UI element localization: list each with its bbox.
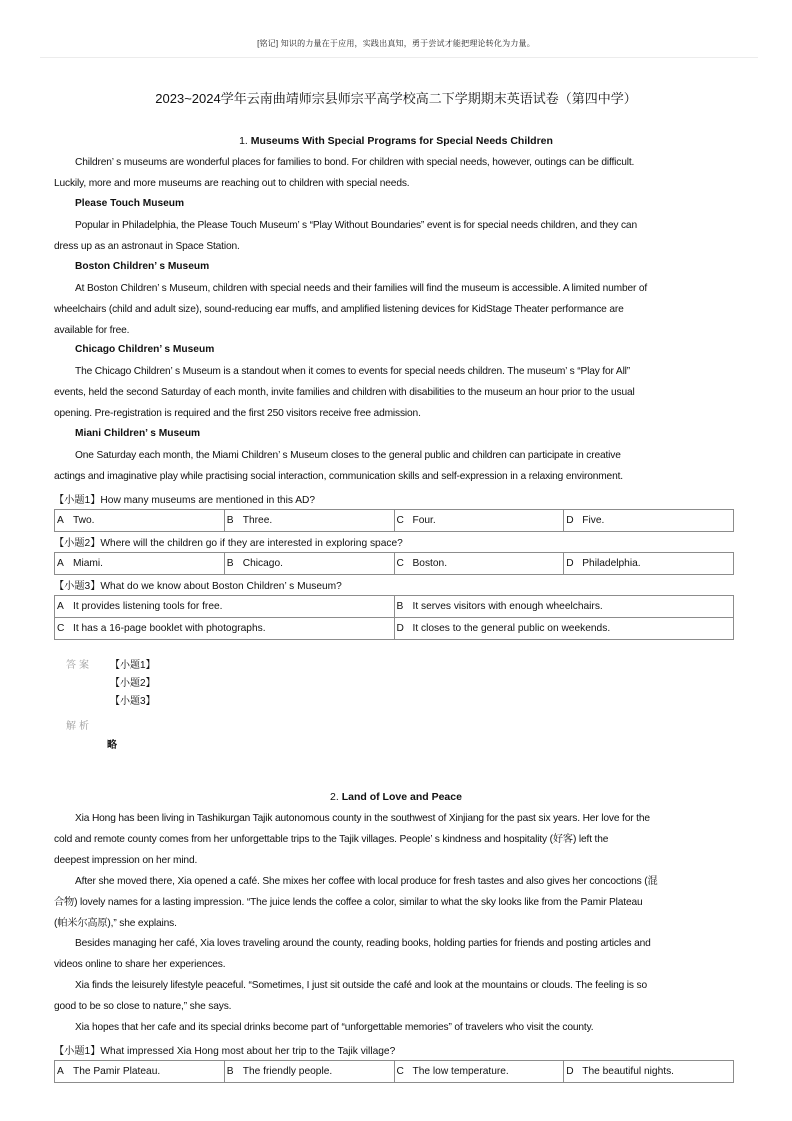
paragraph-line: Besides managing her café, Xia loves traveling around the county, reading books, holding parties for friends and posting articles and <box>75 938 651 949</box>
question-s2-1 <box>54 1042 395 1057</box>
question-text: Where will the children go if they are interested in exploring space? <box>100 538 403 549</box>
option-c[interactable]: C Boston. <box>394 553 564 575</box>
section-title: Land of Love and Peace <box>341 791 462 803</box>
subheading-boston: Boston Children’ s Museum <box>75 261 210 272</box>
paragraph-line: available for free. <box>54 325 130 336</box>
option-a[interactable]: A It provides listening tools for free. <box>55 596 395 618</box>
question-3 <box>54 577 342 592</box>
paragraph-line: (帕米尔高原),” she explains. <box>54 918 177 929</box>
option-c[interactable]: C Four. <box>394 510 564 532</box>
options-table-q3 <box>54 595 734 640</box>
paragraph-line: 合物) lovely names for a lasting impression. “The juice lends the coffee a color, similar to what the sky looks like from the Pamir Plateau <box>54 897 643 908</box>
paragraph-line: good to be so close to nature,” she says. <box>54 1001 232 1012</box>
question-tag: 【小题3】 <box>54 581 101 592</box>
section-1-heading <box>0 135 792 147</box>
answer-item-3: 【小题3】 <box>110 696 156 707</box>
option-a[interactable]: A Miami. <box>55 553 225 575</box>
intro-line-1: Children’ s museums are wonderful places for families to bond. For children with special needs, however, outings can be difficult. <box>75 157 635 168</box>
question-tag: 【小题1】 <box>54 495 101 506</box>
section-2-heading <box>0 791 792 803</box>
subheading-chicago: Chicago Children’ s Museum <box>75 344 215 355</box>
paragraph-line: videos online to share her experiences. <box>54 959 226 970</box>
paragraph-line: deepest impression on her mind. <box>54 855 198 866</box>
answer-label: 答案 <box>66 660 92 671</box>
question-1 <box>54 491 315 506</box>
paragraph-line: opening. Pre-registration is required and the first 250 visitors receive free admission. <box>54 408 421 419</box>
header-motto: [铭记] 知识的力量在于应用，实践出真知，勇于尝试才能把理论转化为力量。 <box>257 39 535 48</box>
option-c[interactable]: C It has a 16-page booklet with photographs. <box>55 618 395 640</box>
paragraph-line: After she moved there, Xia opened a café. She mixes her coffee with local produce for fresh tastes and also gives her concoctions (混 <box>75 876 658 887</box>
paragraph-line: Xia finds the leisurely lifestyle peaceful. “Sometimes, I just sit outside the café and look at the mountains or clouds. The feeling is so <box>75 980 647 991</box>
options-table-s2-q1 <box>54 1060 734 1083</box>
options-table-q2 <box>54 552 734 575</box>
question-text: What impressed Xia Hong most about her trip to the Tajik village? <box>100 1046 396 1057</box>
document-title: 2023~2024学年云南曲靖师宗县师宗平高学校高二下学期期末英语试卷（第四中学） <box>155 91 637 106</box>
option-d[interactable]: D Philadelphia. <box>564 553 734 575</box>
paragraph-line: events, held the second Saturday of each month, invite families and children with disabilities to the museum an hour prior to the usual <box>54 387 635 398</box>
question-tag: 【小题1】 <box>54 1046 101 1057</box>
section-title: Museums With Special Programs for Special Needs Children <box>250 135 553 147</box>
header-divider <box>40 57 758 58</box>
paragraph-line: cold and remote county comes from her unforgettable trips to the Tajik villages. People’ s kindness and hospitality (好客) left the <box>54 834 609 845</box>
analysis-label: 解析 <box>66 721 92 732</box>
option-d[interactable]: D The beautiful nights. <box>564 1061 734 1083</box>
intro-line-2: Luckily, more and more museums are reaching out to children with special needs. <box>54 178 410 189</box>
option-d[interactable]: D It closes to the general public on weekends. <box>394 618 734 640</box>
option-b[interactable]: B It serves visitors with enough wheelchairs. <box>394 596 734 618</box>
question-tag: 【小题2】 <box>54 538 101 549</box>
question-text: What do we know about Boston Children’ s Museum? <box>100 581 342 592</box>
subheading-miami: Miani Children’ s Museum <box>75 428 201 439</box>
question-text: How many museums are mentioned in this AD? <box>100 495 316 506</box>
option-b[interactable]: B Three. <box>224 510 394 532</box>
options-table-q1 <box>54 509 734 532</box>
paragraph-line: One Saturday each month, the Miami Children’ s Museum closes to the general public and children can participate in creative <box>75 450 621 461</box>
answer-item-2: 【小题2】 <box>110 678 156 689</box>
paragraph-line: Popular in Philadelphia, the Please Touch Museum’ s “Play Without Boundaries” event is for special needs children, and they can <box>75 220 637 231</box>
paragraph-line: The Chicago Children’ s Museum is a standout when it comes to events for special needs children. The museum’ s “Play for All” <box>75 366 631 377</box>
paragraph-line: At Boston Children’ s Museum, children with special needs and their families will find the museum is accessible. A limited number of <box>75 283 648 294</box>
paragraph-line: wheelchairs (child and adult size), sound-reducing ear muffs, and amplified listening devices for KidStage Theater performance are <box>54 304 624 315</box>
paragraph-line: dress up as an astronaut in Space Station. <box>54 241 240 252</box>
option-b[interactable]: B Chicago. <box>224 553 394 575</box>
analysis-text: 略 <box>107 740 117 751</box>
section-number: 1. <box>239 135 248 147</box>
option-c[interactable]: C The low temperature. <box>394 1061 564 1083</box>
question-2 <box>54 534 403 549</box>
option-d[interactable]: D Five. <box>564 510 734 532</box>
paragraph-line: actings and imaginative play while practising social interaction, communication skills and self-expression in a relaxing environment. <box>54 471 623 482</box>
paragraph-line: Xia hopes that her cafe and its special drinks become part of “unforgettable memories” of travelers who visit the county. <box>75 1022 594 1033</box>
subheading-please-touch: Please Touch Museum <box>75 198 185 209</box>
option-b[interactable]: B The friendly people. <box>224 1061 394 1083</box>
option-a[interactable]: A The Pamir Plateau. <box>55 1061 225 1083</box>
option-a[interactable]: A Two. <box>55 510 225 532</box>
section-number: 2. <box>330 791 339 803</box>
answer-item-1: 【小题1】 <box>110 660 156 671</box>
paragraph-line: Xia Hong has been living in Tashikurgan Tajik autonomous county in the southwest of Xinjiang for the past six years. Her love for the <box>75 813 650 824</box>
